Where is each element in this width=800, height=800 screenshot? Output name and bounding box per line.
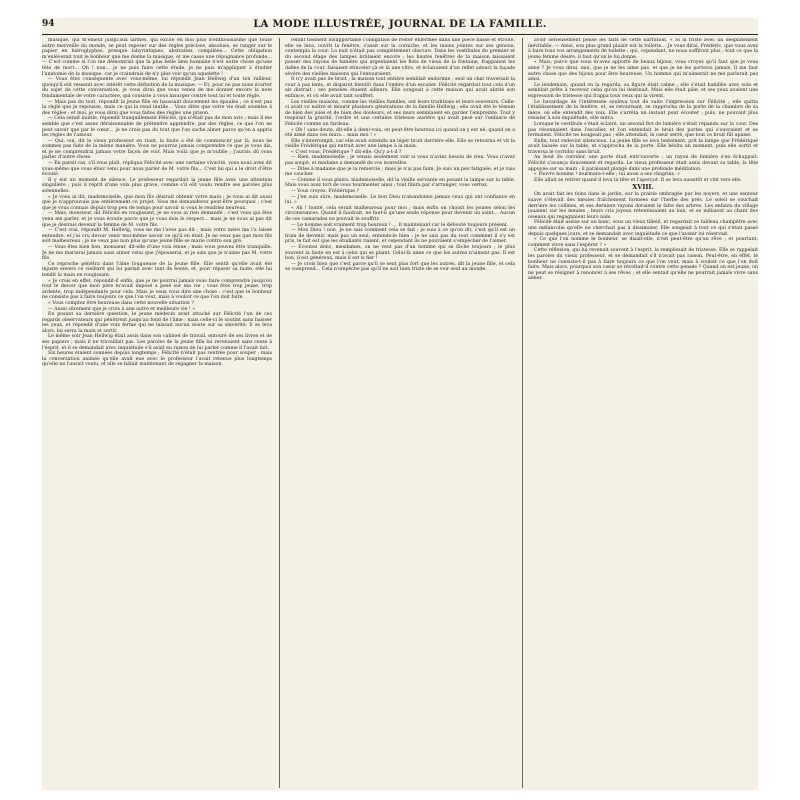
paragraph: — Oui, oui, dit le vieux professeur en riant, la faute a été de commencer par là, nous ne sommes pas faits de la même manière. Vous ne pourrez jamais comprendre ce que je vous dis, et je ne comprendrai jamais votre façon de voir. Mais voilà que je m'oublie ; j'aurais dû vous parler d'autre chose. — [42, 138, 272, 161]
text-column-left — [42, 38, 272, 788]
paragraph: — Écoutez donc, mesdames, on ne veut pas d'un homme qui se fâche toujours ; le plus souvent la faute en est à celui qui se plaint. Celui-là aime ce que les autres n'aiment pas. Il est bon, il est généreux, mais il est si fier ! — [285, 244, 515, 262]
paragraph: Le lendemain, quand on la regarda, sa figure était calme ; elle s'était habillée avec soin et semblait prête à recevoir celui qu'on lui destinait. Mais elle était pâle, et ses yeux avaient une expression de tristesse qui frappa tous ceux qui la virent. — [528, 82, 758, 99]
paragraph: Cette réflexion, qui lui revenait souvent à l'esprit, la remplissait de tristesse. Elle se rappelait les paroles du vieux professeur, et se demandait s'il n'avait pas raison. Peut-être, en effet, le bonheur ne consiste-t-il pas à faire toujours ce que l'on veut, mais à vouloir ce que l'on doit faire. Mais alors, pourquoi son cœur se révoltait-il contre cette pensée ? Quand on est jeune, on ne peut se résigner à renoncer à ses rêves ; et elle sentait qu'elle ne pourrait jamais vivre sans aimer. — [528, 248, 758, 282]
paragraph: — Dites à madame que je la remercie ; mais je n'ai pas faim. Je suis un peu fatiguée, et je vais me coucher. — [285, 166, 515, 178]
paragraph: avoir sérieusement pensé les faits de cette narration. « Si la triste avec un desplatement inévitable. — Ainsi, son plus grand plaisir est la toilette… Je vous dirai, Frédéric, que vous avez à faire tous vos arrangements de toilette ; qui, cependant, ne nous suffiront plus ; tout ce que la jeune femme désire, il faut qu'on le lui donne. — [528, 38, 758, 60]
paragraph: « C'est vous, Frédérique ? dit-elle. Qu'y a-t-il ? — [291, 149, 402, 155]
paragraph: — Vous êtes conséquente avec vous-même, lui répondit Jean Hellwig d'un ton railleur, quoiqu'il eût ressenti avec intérêt cette définition de la musique. — Et, pour ne pas nous écarter du sujet de cette conversation, je vous dirai que vous venez de me donner encore la note fondamentale de votre caractère, qui consiste à vous insurger contre tout lui et toute règle. — [42, 77, 272, 99]
paragraph: Les vieilles maisons, comme les vieilles familles, ont leurs traditions et leurs souvenirs. Celle-ci avait vu naître et mourir plusieurs générations de la famille Hellwig ; elle avait été le témoin de bien des joies et de bien des douleurs, et ses murs semblaient en garder l'empreinte. Tout y respirait la gravité, l'ordre et une certaine tristesse austère qui avait pesé sur l'enfance de Félicité comme un fardeau. — [285, 99, 515, 127]
paragraph: — Comme il vous plaira, mademoiselle, dit la vieille servante en posant la lampe sur la table. Mais vous avez tort de vous tourmenter ainsi ; tout finira par s'arranger, vous verrez. — [285, 177, 515, 189]
text-column-middle — [285, 38, 515, 788]
paragraph: « Oh ! sans doute, dit-elle à demi-voix, on peut être heureux ici quand on y est né, quand on a été aimé dans ces murs… mais moi ! » — [285, 127, 515, 139]
paragraph: Enfin, tout redevint silencieux. La jeune fille se leva lentement, prit la lampe que Frédérique avait laissée sur la table, et s'approcha de la porte. Elle hésita un moment, puis elle sortit et traversa le corridor sans bruit. — [528, 138, 758, 155]
paragraph: — Vous croyez, Frédérique ? — [291, 189, 360, 195]
section-heading: XVIII. — [632, 183, 654, 192]
page-number: 94 — [42, 19, 55, 29]
paragraph: — Je crois bien que c'est parce qu'il se sent plus fort que les autres, dit la jeune fille, et cela se comprend… Cela n'empêche pas qu'il ne soit bien triste de se voir seul au monde. — [285, 261, 515, 273]
paragraph: — Cela serait inutile, répondit tranquillement Félicité, qui n'était pas de mon avis ; mais il me semble que c'est assez déraisonnable de prétendre apprendre, par des règles, ce que l'on ne peut savoir que par le cœur… je ne crois pas du tout que l'on sache aimer parce qu'on a appris les règles de l'amour. — [42, 116, 272, 139]
paragraph: Il n'y avait pas de bruit ; la maison tout entière semblait endormie ; seul un chat traversait la cour à pas lents, et disparut bientôt dans l'ombre d'un escalier. Félicité regardait tout cela d'un air distrait ; ses pensées étaient ailleurs. Elle songeait à cette maison qui avait abrité son enfance, et où elle avait tant souffert. — [285, 77, 515, 99]
paragraph: Ce reproche pénétra dans l'âme fougueuse de la jeune fille. Elle sentit qu'elle avait été injuste envers ce vieillard qui lui parlait avec tant de bonté, et, pour réparer sa faute, elle lui tendit la main en rougissant. — [42, 261, 272, 278]
running-title: LA MODE ILLUSTRÉE, JOURNAL DE LA FAMILLE. — [253, 19, 547, 30]
column-divider — [522, 38, 523, 788]
paragraph: Elle s'interrompit, car elle avait entendu un léger bruit derrière elle. Elle se retourna et vit la vieille Frédérique qui entrait avec une lampe à la main. — [285, 138, 515, 150]
paragraph: En posant sa dernière question, le jeune médecin avait attaché sur Félicité l'un de ces regards observateurs qui pénètrent jusqu'au fond de l'âme ; mais celle-ci le soutint sans baisser les yeux, et répondit d'une voix ferme qui ne laissait aucun doute sur sa sincérité. Il se leva alors, lui serra la main et sortit. — [42, 312, 272, 334]
paragraph: — C'est vrai, répondit M. Hellwig, vous ne me l'avez pas dit ; mais votre mère me l'a laissé entendre, et j'ai cru devoir venir moi-même savoir ce qu'il en était. Je ne veux pas que mon fils soit malheureux ; je ne veux pas non plus qu'une jeune fille se marie contre son gré. — [42, 228, 272, 245]
column-divider — [279, 38, 280, 788]
page-header — [42, 18, 758, 35]
paragraph: « Vous comptez être heureuse dans cette nouvelle situation ? — [48, 300, 194, 306]
paragraph: On avait fait les foins dans le jardin, sur la prairie ombragée par les noyers, et une senteur suave s'élevait des meules fraîchement formées sur l'herbe des prés. Le soleil se couchait derrière les collines, et ses derniers rayons doraient le faîte des arbres. Les enfants du village jouaient sur les meules ; leurs cris joyeux retentissaient au loin, et se mêlaient au chant des oiseaux qui regagnaient leurs nids. — [528, 192, 758, 220]
paragraph: Félicité était assise sur un banc, sous un vieux tilleul, et regardait ce tableau champêtre avec une mélancolie qu'elle ne cherchait pas à dissimuler. Elle songeait à tout ce qui s'était passé depuis quelques jours, et se demandait avec inquiétude ce que l'avenir lui réservait. — [528, 220, 758, 237]
paragraph: — En pareil cas, s'il vous plaît, répliqua Félicité avec une certaine vivacité, vous nous avez dit vous-même que vous étiez venu pour nous parler de M. votre fils… C'est lui qui a le droit d'être écouté. — [42, 161, 272, 178]
paragraph: — J'en suis sûre, mademoiselle. Le bon Dieu n'abandonne jamais ceux qui ont confiance en lui. » — [285, 194, 515, 206]
paragraph: Six heures étaient sonnées depuis longtemps ; Félicité n'était pas rentrée pour souper ; mais la conversation animée qu'elle avait eue avec le professeur l'avait retenue plus longtemps qu'elle ne l'aurait voulu, et elle se hâtait maintenant de regagner la maison. — [42, 351, 272, 368]
paragraph: — Le homme soit vraiment trop heureux ! … Il maintenant car le débouté toujours présent. — [291, 222, 509, 228]
paragraph: « Je crois en effet, répondit-il enfin, que je ne pourrai jamais vous faire comprendre jusqu'où tout le devoir que mon père m'avait imposé a pesé sur ma vie ; vous êtes trop jeune, trop ardente, trop indépendante pour cela. Mais je veux vous dire une chose : c'est que le bonheur ne consiste pas à faire toujours ce que l'on veut, mais à vouloir ce que l'on doit faire. — [42, 278, 272, 301]
paragraph: musique, qui m'émeut jusqu'aux larmes, qui excite en moi plus d'enthousiasme que toute autre merveille du monde, se peut reposer sur des règles précises, absolues, se ranger sur le papier en hiéroglyphes, presque labyrintiques, abstraites, compilées… Cette obligation m'enlèverait tout le bonheur que me donne la musique, et me casse une répugnance profonde… — C'est comme si l'on me démontrait que la plus belle âme humaine n'est autre chose qu'une tête de mort… Oh ! non… je ne puis faire cette étude, je ne puis m'appliquer à étudier l'anatomie de la musique, car je craindrais de n'y plus voir qu'un squelette ! — [42, 38, 272, 77]
paragraph: Le même soir Jean Hellwig était assis dans son cabinet de travail, entouré de ses livres et de ses papiers ; mais il ne travaillait pas. Les paroles de la jeune fille lui revenaient sans cesse à l'esprit, et il se demandait avec inquiétude s'il avait eu raison de lui parler comme il l'avait fait. — [42, 334, 272, 351]
paragraph: — Aussi sûrement que je crois à une autre et meilleure vie ! » — [48, 306, 196, 312]
paragraph: Il y eut un moment de silence. Le professeur regardait la jeune fille avec une attention singulière ; puis il reprit d'une voix plus grave, comme s'il eût voulu rendre ses paroles plus solennelles. — [42, 177, 272, 195]
paragraph: « Je vous ai dit, mademoiselle, que mon fils désirait obtenir votre main ; je vous ai dit aussi que je n'approuvais pas entièrement ce projet. Vous me demanderez peut-être pourquoi ; c'est que je vous connais depuis trop peu de temps pour savoir si vous le rendriez heureux. — [42, 194, 272, 211]
paragraph: rendit tiennent insupportable l'obligation de rester enfermée dans une pièce basse et étroite, elle se leva, ouvrit la fenêtre, s'assit sur la corniche, et les mains jointes sur ses genoux, contempla la cour. La nuit n'était pas complètement obscure. Dans les vestibules du premier et du second étage des lampes brûlaient encore ; les hautes fenêtres de la maison laissaient passer des rayons de lumière qui argentaient les flots de vieux de la fontaine, frappaient les dalles de la cour, faisaient étinceler çà et là une vitre, et éclairaient d'un reflet adouci la façade sévère des vieilles maisons qui l'entouraient. — [285, 38, 515, 77]
paragraph: Au bout du corridor, une porte était entr'ouverte ; un rayon de lumière s'en échappait. Félicité s'avança doucement et regarda. Le vieux professeur était assis devant sa table, la tête appuyée sur sa main ; il paraissait plongé dans une profonde méditation. — [528, 155, 758, 172]
paragraph: — Vous êtes bien bon, monsieur, dit-elle d'une voix émue ; mais vous pouvez être tranquille. Je ne me marierai jamais sans aimer celui que j'épouserai, et je sais que je n'aime pas M. votre fils. — [42, 244, 272, 262]
paragraph: Le bavardage de l'intéressée souleva tout de suite l'impression sur Félicité ; elle quitta l'établissement de la fenêtre, et, se retournant, se rapprocha de la porte de la chambre de sa mère, où elle entendit des voix. Elle s'arrêta un instant pour écouter ; puis, ne pouvant plus résister à son inquiétude, elle entra. — [528, 99, 758, 122]
paragraph: — Mais, monsieur, dit Félicité en rougissant, je ne vous ai rien demandé ; c'est vous qui êtes venu me parler, et je vous écoute parce que je vous dois le respect… mais je ne vous ai pas dit que je désirais devenir la femme de M. votre fils. — [42, 211, 272, 228]
paragraph: Lorsque le vestibule s'était éclairé, un second flot de lumière s'était répandu sur la cour. Des pas résonnaient dans l'escalier, et l'on entendait le bruit des portes qui s'ouvraient et se fermaient. Félicité ne bougeait pas ; elle attendait, le cœur serré, que tout ce bruit fût apaisé. — [528, 121, 758, 139]
paragraph: « Ah ! bonté, cela serait malheureux pour moi ; mais enfin on choisit les jeunes selon les circonstances. Quand il faudrait, ne faut-il qu'une seule réponse pour devenir un saint… Aucun de ces camarades ne pouvait le souffrir. — [285, 205, 515, 222]
paragraph: — Mais pas du tout, répondit la jeune fille en haussant doucement les épaules ; ce n'est pas la règle que je repousse, mais ce qui la rend inutile… Vous dites que votre vie était soumise à des règles ; et moi, je vous dirai que vous faites des règles une prison. — [42, 99, 272, 116]
newspaper-page — [42, 18, 758, 790]
paragraph: « Mais, parce que vous m'avez apporté de beaux bijoux, vous croyez qu'il faut que je vous aime ? Je vous dirai, moi, que je ne les aime pas, et que je ne les porterai jamais. Il me faut autre chose que des bijoux pour être heureuse. Un homme qui m'aimerait ne me parlerait pas ainsi. — [528, 60, 758, 83]
paragraph: Elle allait se retirer quand il leva la tête et l'aperçut. Il se leva aussitôt et vint vers elle. — [534, 177, 743, 183]
paragraph: « Pauvre homme ! murmura-t-elle ; lui aussi a ses chagrins. » — [534, 172, 680, 178]
paragraph: « Ce que l'on nomme le bonheur, se disait-elle, n'est peut-être qu'un rêve ; et pourtant, comment vivre sans l'espérer ? » — [528, 237, 758, 248]
paragraph: — Mon Dieu ! non. Je ne sais comment cela se fait ; je suis à ce qu'on dit, c'est qu'il est un train de devenir, mais pas un seul, entends-le bien : je ne sais pas du tout comment il s'y est pris, le fait est que les étudiants riaient, et cependant ils ne pouvaient s'empêcher de l'aimer. — [285, 228, 515, 245]
text-column-right — [528, 38, 758, 788]
paragraph: — Rien, mademoiselle ; je venais seulement voir si vous n'aviez besoin de rien. Vous n'avez pas soupé, et madame a demandé de vos nouvelles. — [285, 155, 515, 167]
